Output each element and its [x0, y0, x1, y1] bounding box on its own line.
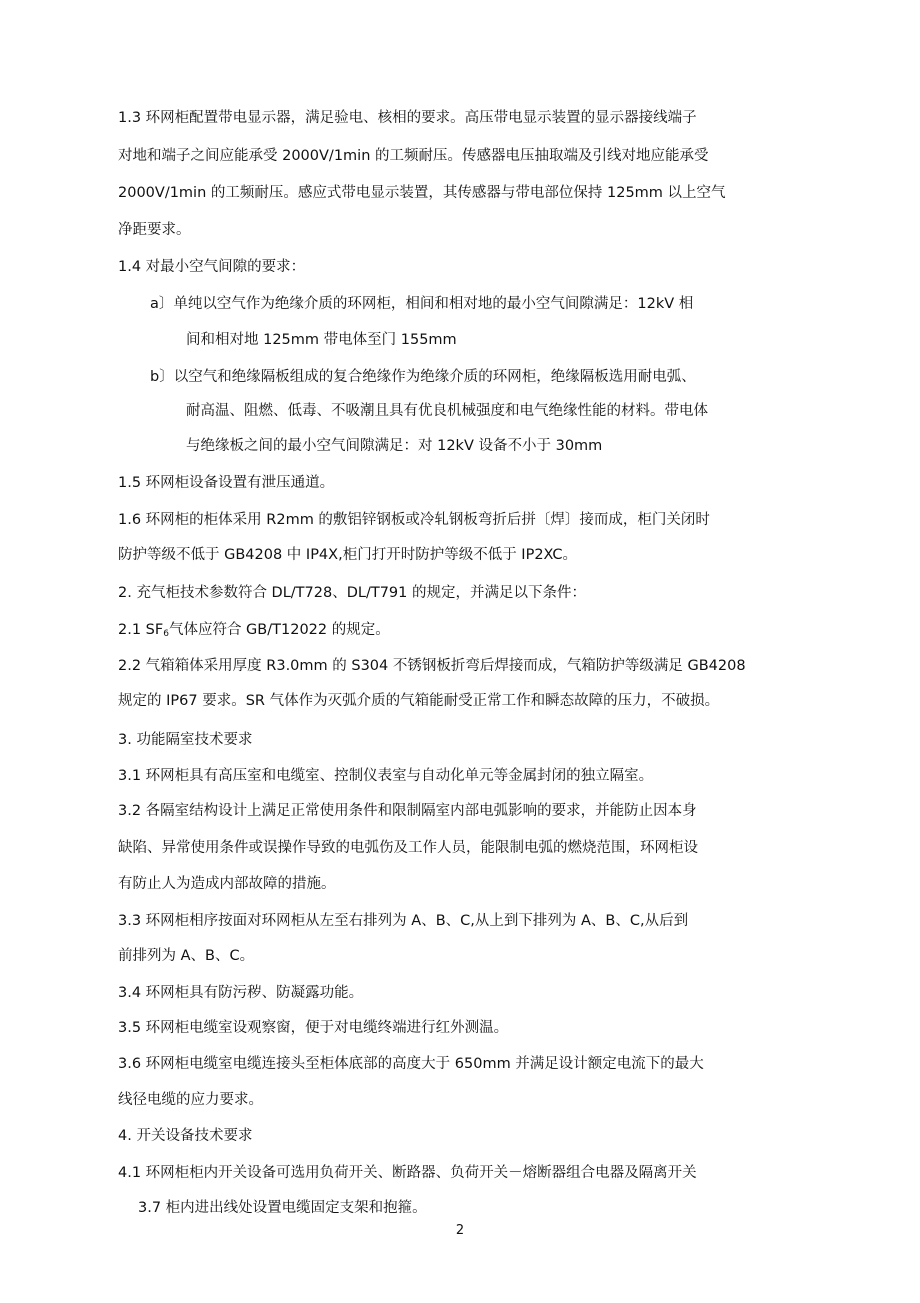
text-line: 对地和端子之间应能承受 2000V/1min 的工频耐压。传感器电压抽取端及引线对地应能承受 [118, 148, 709, 164]
text-line: 3.2 各隔室结构设计上满足正常使用条件和限制隔室内部电弧影响的要求，并能防止因本身 [118, 803, 697, 819]
subscript: 6 [163, 629, 169, 639]
text-line: 3.6 环网柜电缆室电缆连接头至柜体底部的高度大于 650mm 并满足设计额定电流下的最大 [118, 1056, 704, 1072]
text-line: 前排列为 A、B、C。 [118, 948, 255, 964]
text-line: 与绝缘板之间的最小空气间隙满足：对 12kV 设备不小于 30mm [186, 438, 603, 454]
text-line: 线径电缆的应力要求。 [118, 1092, 263, 1108]
text-line: 间和相对地 125mm 带电体至门 155mm [186, 332, 457, 348]
text-line: 防护等级不低于 GB4208 中 IP4X,柜门打开时防护等级不低于 IP2XC。 [118, 547, 578, 563]
text-line: 3.3 环网柜相序按面对环网柜从左至右排列为 A、B、C,从上到下排列为 A、B、C,从后到 [118, 913, 689, 929]
text-line: 1.5 环网柜设备设置有泄压通道。 [118, 475, 335, 491]
text-line: 3.4 环网柜具有防污秽、防凝露功能。 [118, 985, 364, 1001]
text-run: 2.1 SF [118, 622, 164, 638]
text-line: 3. 功能隔室技术要求 [118, 732, 253, 748]
text-line: 耐高温、阻燃、低毒、不吸潮且具有优良机械强度和电气绝缘性能的材料。带电体 [186, 403, 708, 419]
text-line: 1.3 环网柜配置带电显示器，满足验电、核相的要求。高压带电显示装置的显示器接线端子 [118, 110, 697, 126]
text-line: 1.6 环网柜的柜体采用 R2mm 的敷铝锌钢板或冷轧钢板弯折后拼〔焊〕接而成，柜门关闭时 [118, 512, 710, 528]
text-line: 3.7 柜内进出线处设置电缆固定支架和抱箍。 [138, 1200, 427, 1216]
page-number: 2 [455, 1223, 465, 1238]
text-line: b〕以空气和绝缘隔板组成的复合绝缘作为绝缘介质的环网柜，绝缘隔板选用耐电弧、 [150, 369, 696, 385]
text-run: 气体应符合 GB/T12022 的规定。 [168, 622, 390, 638]
text-line: 3.5 环网柜电缆室设观察窗，便于对电缆终端进行红外测温。 [118, 1020, 509, 1036]
text-line [118, 620, 390, 640]
text-line: 规定的 IP67 要求。SR 气体作为灭弧介质的气箱能耐受正常工作和瞬态故障的压力，不破损。 [118, 693, 720, 709]
text-line: a〕单纯以空气作为绝缘介质的环网柜，相间和相对地的最小空气间隙满足：12kV 相 [150, 296, 694, 312]
text-line: 2.2 气箱箱体采用厚度 R3.0mm 的 S304 不锈钢板折弯后焊接而成，气箱防护等级满足 GB4208 [118, 658, 746, 674]
text-line: 缺陷、异常使用条件或误操作导致的电弧伤及工作人员，能限制电弧的燃烧范围，环网柜设 [118, 840, 698, 856]
text-line: 有防止人为造成内部故障的措施。 [118, 876, 336, 892]
text-line: 4. 开关设备技术要求 [118, 1128, 253, 1144]
text-line: 3.1 环网柜具有高压室和电缆室、控制仪表室与自动化单元等金属封闭的独立隔室。 [118, 768, 654, 784]
text-line: 4.1 环网柜柜内开关设备可选用负荷开关、断路器、负荷开关－熔断器组合电器及隔离开关 [118, 1165, 697, 1181]
text-line: 2. 充气柜技术参数符合 DL/T728、DL/T791 的规定，并满足以下条件： [118, 585, 586, 601]
text-line: 1.4 对最小空气间隙的要求： [118, 259, 306, 275]
text-line: 2000V/1min 的工频耐压。感应式带电显示装置，其传感器与带电部位保持 125mm 以上空气 [118, 185, 726, 201]
text-line: 净距要求。 [118, 222, 191, 238]
